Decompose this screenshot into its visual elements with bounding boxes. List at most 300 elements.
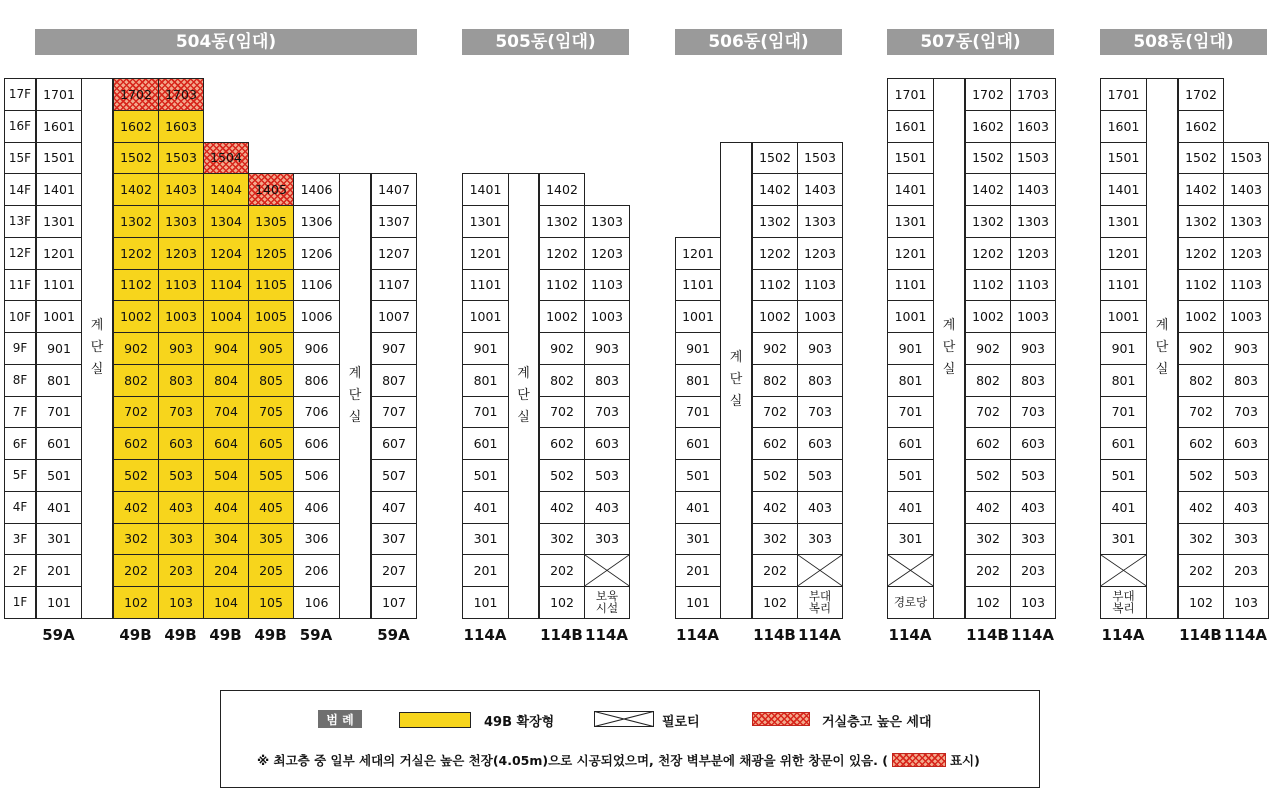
unit-cell: 201 (462, 554, 509, 587)
unit-cell: 1102 (752, 269, 798, 302)
unit-cell: 303 (584, 523, 630, 556)
unit-cell: 501 (36, 459, 82, 492)
unit-cell: 301 (1100, 523, 1147, 556)
unit-cell: 607 (371, 427, 417, 460)
unit-type-label: 114A (463, 626, 507, 644)
unit-cell: 1101 (887, 269, 934, 302)
unit-cell: 1204 (203, 237, 249, 270)
unit-cell: 1103 (1223, 269, 1269, 302)
unit-cell: 1303 (797, 205, 843, 238)
stair-label: 계단실 (729, 350, 743, 410)
unit-cell: 702 (113, 396, 159, 429)
unit-cell: 802 (752, 364, 798, 397)
unit-cell: 605 (248, 427, 294, 460)
unit-cell: 803 (1223, 364, 1269, 397)
floor-label: 6F (4, 427, 36, 460)
unit-cell: 206 (293, 554, 340, 587)
unit-cell: 701 (1100, 396, 1147, 429)
floor-label: 14F (4, 173, 36, 206)
unit-cell: 402 (539, 491, 585, 524)
unit-cell: 1603 (158, 110, 204, 143)
unit-type-label: 114A (1224, 626, 1267, 644)
unit-cell: 1002 (752, 300, 798, 333)
building-header: 505동(임대) (462, 29, 629, 55)
floor-label: 9F (4, 332, 36, 365)
stair-shaft (933, 78, 965, 619)
legend-note-hatch (892, 753, 946, 767)
unit-cell: 803 (158, 364, 204, 397)
legend-expanded-label: 49B 확장형 (484, 715, 555, 730)
unit-cell: 302 (1178, 523, 1224, 556)
unit-cell: 1301 (36, 205, 82, 238)
unit-cell: 1203 (584, 237, 630, 270)
unit-type-label: 59A (42, 626, 75, 644)
unit-cell: 1001 (887, 300, 934, 333)
unit-cell: 502 (539, 459, 585, 492)
unit-cell: 1601 (36, 110, 82, 143)
unit-cell: 702 (752, 396, 798, 429)
unit-cell: 1701 (1100, 78, 1147, 111)
building-header: 508동(임대) (1100, 29, 1267, 55)
unit-cell: 103 (1223, 586, 1269, 619)
unit-cell: 1104 (203, 269, 249, 302)
unit-cell: 1306 (293, 205, 340, 238)
unit-cell: 1302 (113, 205, 159, 238)
unit-type-label: 59A (299, 626, 333, 644)
unit-cell: 902 (965, 332, 1011, 365)
unit-cell: 503 (797, 459, 843, 492)
unit-cell: 1003 (1223, 300, 1269, 333)
piloti-cell (1100, 554, 1147, 587)
floor-label: 15F (4, 142, 36, 175)
unit-cell: 202 (1178, 554, 1224, 587)
unit-cell: 801 (887, 364, 934, 397)
unit-cell: 502 (113, 459, 159, 492)
unit-cell: 602 (965, 427, 1011, 460)
unit-cell: 1702 (1178, 78, 1224, 111)
unit-cell: 1503 (797, 142, 843, 175)
unit-cell: 202 (113, 554, 159, 587)
unit-cell: 1006 (293, 300, 340, 333)
floor-label: 16F (4, 110, 36, 143)
unit-cell: 1203 (158, 237, 204, 270)
unit-cell: 903 (797, 332, 843, 365)
unit-cell: 301 (887, 523, 934, 556)
unit-cell: 903 (584, 332, 630, 365)
unit-cell: 902 (752, 332, 798, 365)
stair-shaft (1146, 78, 1178, 619)
unit-cell: 901 (36, 332, 82, 365)
piloti-cell (797, 554, 843, 587)
unit-cell: 506 (293, 459, 340, 492)
unit-cell: 1502 (752, 142, 798, 175)
floor-label: 11F (4, 269, 36, 302)
unit-cell: 902 (539, 332, 585, 365)
unit-cell: 201 (675, 554, 721, 587)
unit-cell: 1202 (752, 237, 798, 270)
legend-high-ceiling-label: 거실층고 높은 세대 (822, 715, 932, 730)
unit-cell: 1501 (36, 142, 82, 175)
unit-cell: 405 (248, 491, 294, 524)
unit-cell: 702 (1178, 396, 1224, 429)
unit-cell: 1202 (965, 237, 1011, 270)
unit-cell: 1002 (1178, 300, 1224, 333)
unit-cell: 1401 (1100, 173, 1147, 206)
unit-cell: 1402 (752, 173, 798, 206)
unit-cell: 401 (675, 491, 721, 524)
unit-cell: 801 (36, 364, 82, 397)
unit-type-label: 49B (164, 626, 197, 644)
stair-shaft (81, 78, 113, 619)
unit-type-label: 59A (377, 626, 410, 644)
unit-cell: 1002 (965, 300, 1011, 333)
unit-cell: 1601 (887, 110, 934, 143)
unit-cell: 1501 (1100, 142, 1147, 175)
unit-cell: 1502 (113, 142, 159, 175)
unit-cell: 402 (965, 491, 1011, 524)
unit-cell: 801 (1100, 364, 1147, 397)
unit-cell: 302 (752, 523, 798, 556)
unit-cell: 1303 (158, 205, 204, 238)
unit-cell: 1703 (1010, 78, 1056, 111)
piloti-cell (584, 554, 630, 587)
facility-cell: 경로당 (887, 586, 934, 619)
unit-cell: 504 (203, 459, 249, 492)
unit-cell: 1002 (113, 300, 159, 333)
unit-cell: 906 (293, 332, 340, 365)
unit-cell: 802 (113, 364, 159, 397)
unit-cell: 501 (887, 459, 934, 492)
unit-cell: 1307 (371, 205, 417, 238)
unit-cell: 102 (1178, 586, 1224, 619)
unit-cell: 1602 (113, 110, 159, 143)
unit-cell: 301 (462, 523, 509, 556)
floor-label: 12F (4, 237, 36, 270)
unit-cell: 902 (113, 332, 159, 365)
unit-cell: 306 (293, 523, 340, 556)
stair-shaft (720, 142, 752, 619)
unit-cell: 303 (158, 523, 204, 556)
unit-cell: 1201 (887, 237, 934, 270)
facility-cell (584, 586, 630, 619)
unit-cell: 1403 (1010, 173, 1056, 206)
unit-cell: 1503 (1223, 142, 1269, 175)
legend-piloti-swatch (594, 711, 654, 727)
unit-cell: 905 (248, 332, 294, 365)
unit-cell: 1102 (965, 269, 1011, 302)
unit-cell: 707 (371, 396, 417, 429)
unit-cell: 1201 (1100, 237, 1147, 270)
unit-cell: 106 (293, 586, 340, 619)
unit-cell: 1701 (36, 78, 82, 111)
unit-cell: 1403 (1223, 173, 1269, 206)
unit-cell: 601 (36, 427, 82, 460)
unit-cell: 403 (1223, 491, 1269, 524)
unit-cell: 1201 (36, 237, 82, 270)
unit-cell-high-ceiling: 1703 (158, 78, 204, 111)
unit-cell: 1407 (371, 173, 417, 206)
unit-cell: 401 (36, 491, 82, 524)
unit-cell: 501 (675, 459, 721, 492)
unit-cell: 203 (1010, 554, 1056, 587)
unit-cell: 402 (1178, 491, 1224, 524)
unit-cell: 1701 (887, 78, 934, 111)
floor-label: 13F (4, 205, 36, 238)
floor-label: 8F (4, 364, 36, 397)
unit-cell: 603 (1010, 427, 1056, 460)
unit-cell: 1001 (675, 300, 721, 333)
unit-cell: 301 (675, 523, 721, 556)
unit-cell: 703 (158, 396, 204, 429)
unit-type-label: 114B (540, 626, 583, 644)
unit-cell: 502 (752, 459, 798, 492)
floor-label: 1F (4, 586, 36, 619)
unit-cell: 505 (248, 459, 294, 492)
unit-cell: 1302 (539, 205, 585, 238)
legend-title: 범 례 (318, 710, 362, 728)
unit-cell: 1001 (1100, 300, 1147, 333)
unit-type-label: 114A (585, 626, 628, 644)
unit-type-label: 114A (888, 626, 932, 644)
unit-cell: 1302 (965, 205, 1011, 238)
floor-label: 10F (4, 300, 36, 333)
legend-expanded-swatch (399, 712, 471, 728)
unit-cell: 204 (203, 554, 249, 587)
unit-cell: 1403 (158, 173, 204, 206)
unit-cell: 406 (293, 491, 340, 524)
unit-cell: 1007 (371, 300, 417, 333)
unit-cell: 1001 (462, 300, 509, 333)
facility-cell (797, 586, 843, 619)
piloti-cell (887, 554, 934, 587)
unit-cell: 701 (36, 396, 82, 429)
unit-cell: 701 (462, 396, 509, 429)
unit-cell: 303 (1010, 523, 1056, 556)
unit-cell: 806 (293, 364, 340, 397)
facility-label: 부대복리 (1112, 589, 1135, 616)
unit-cell: 601 (1100, 427, 1147, 460)
unit-cell: 602 (113, 427, 159, 460)
unit-cell: 203 (1223, 554, 1269, 587)
unit-cell: 802 (1178, 364, 1224, 397)
unit-cell: 701 (675, 396, 721, 429)
unit-cell: 403 (158, 491, 204, 524)
unit-cell: 904 (203, 332, 249, 365)
unit-cell: 1103 (158, 269, 204, 302)
building-header: 506동(임대) (675, 29, 842, 55)
unit-cell: 706 (293, 396, 340, 429)
unit-cell: 1601 (1100, 110, 1147, 143)
unit-cell: 1403 (797, 173, 843, 206)
unit-cell: 407 (371, 491, 417, 524)
unit-cell: 902 (1178, 332, 1224, 365)
unit-cell: 1503 (158, 142, 204, 175)
unit-cell: 1203 (1223, 237, 1269, 270)
unit-cell: 606 (293, 427, 340, 460)
unit-cell: 701 (887, 396, 934, 429)
unit-cell: 502 (1178, 459, 1224, 492)
unit-cell: 1404 (203, 173, 249, 206)
unit-cell: 503 (1223, 459, 1269, 492)
unit-cell: 1301 (887, 205, 934, 238)
unit-cell: 107 (371, 586, 417, 619)
unit-cell: 705 (248, 396, 294, 429)
unit-cell: 1103 (1010, 269, 1056, 302)
unit-cell: 502 (965, 459, 1011, 492)
unit-cell: 603 (1223, 427, 1269, 460)
unit-type-label: 114B (1179, 626, 1222, 644)
unit-cell: 1303 (1010, 205, 1056, 238)
unit-cell: 205 (248, 554, 294, 587)
unit-cell: 802 (539, 364, 585, 397)
unit-cell: 1302 (1178, 205, 1224, 238)
unit-cell: 603 (158, 427, 204, 460)
unit-cell: 1102 (1178, 269, 1224, 302)
unit-cell: 202 (752, 554, 798, 587)
unit-cell: 1106 (293, 269, 340, 302)
unit-cell: 202 (539, 554, 585, 587)
unit-type-label: 114B (753, 626, 796, 644)
unit-cell: 1103 (797, 269, 843, 302)
unit-cell: 802 (965, 364, 1011, 397)
unit-cell: 801 (675, 364, 721, 397)
unit-cell: 803 (797, 364, 843, 397)
unit-cell: 1105 (248, 269, 294, 302)
unit-cell: 301 (36, 523, 82, 556)
unit-cell: 801 (462, 364, 509, 397)
unit-cell: 903 (1010, 332, 1056, 365)
unit-cell: 101 (462, 586, 509, 619)
stair-shaft (508, 173, 539, 619)
unit-cell: 1203 (1010, 237, 1056, 270)
unit-cell: 1005 (248, 300, 294, 333)
stair-label: 계단실 (1155, 318, 1169, 378)
unit-type-label: 114A (1011, 626, 1054, 644)
unit-cell: 1303 (1223, 205, 1269, 238)
unit-cell: 602 (1178, 427, 1224, 460)
facility-label: 부대복리 (808, 589, 832, 616)
stair-label: 계단실 (348, 366, 362, 425)
unit-cell: 1402 (965, 173, 1011, 206)
unit-type-label: 49B (254, 626, 287, 644)
unit-type-label: 114A (798, 626, 841, 644)
unit-cell: 703 (584, 396, 630, 429)
unit-cell: 1202 (113, 237, 159, 270)
unit-cell: 1203 (797, 237, 843, 270)
floor-label: 5F (4, 459, 36, 492)
unit-cell: 805 (248, 364, 294, 397)
unit-cell: 804 (203, 364, 249, 397)
unit-cell-high-ceiling: 1405 (248, 173, 294, 206)
unit-cell: 402 (113, 491, 159, 524)
legend-piloti-label: 필로티 (662, 715, 700, 730)
unit-type-label: 114A (1101, 626, 1145, 644)
unit-cell: 1207 (371, 237, 417, 270)
unit-cell: 201 (36, 554, 82, 587)
unit-cell: 1303 (584, 205, 630, 238)
unit-cell: 903 (1223, 332, 1269, 365)
unit-cell: 1502 (1178, 142, 1224, 175)
unit-cell: 703 (1010, 396, 1056, 429)
unit-cell: 903 (158, 332, 204, 365)
unit-cell: 1302 (752, 205, 798, 238)
unit-cell: 1401 (462, 173, 509, 206)
unit-cell: 901 (675, 332, 721, 365)
unit-cell: 1107 (371, 269, 417, 302)
unit-cell: 1401 (887, 173, 934, 206)
floor-label: 3F (4, 523, 36, 556)
unit-cell: 604 (203, 427, 249, 460)
unit-cell: 404 (203, 491, 249, 524)
unit-cell: 901 (462, 332, 509, 365)
unit-cell: 302 (965, 523, 1011, 556)
unit-cell: 402 (752, 491, 798, 524)
unit-cell: 401 (887, 491, 934, 524)
unit-cell: 401 (462, 491, 509, 524)
unit-cell: 303 (797, 523, 843, 556)
unit-cell: 1402 (1178, 173, 1224, 206)
unit-cell: 104 (203, 586, 249, 619)
unit-cell: 803 (1010, 364, 1056, 397)
unit-cell: 503 (1010, 459, 1056, 492)
floor-label: 7F (4, 396, 36, 429)
facility-cell (1100, 586, 1147, 619)
unit-cell: 1702 (965, 78, 1011, 111)
unit-cell: 1101 (1100, 269, 1147, 302)
unit-cell: 307 (371, 523, 417, 556)
unit-cell: 305 (248, 523, 294, 556)
unit-cell: 102 (539, 586, 585, 619)
unit-cell: 1402 (113, 173, 159, 206)
unit-cell: 1402 (539, 173, 585, 206)
unit-cell: 101 (36, 586, 82, 619)
unit-cell: 103 (158, 586, 204, 619)
unit-cell-high-ceiling: 1702 (113, 78, 159, 111)
unit-type-label: 114B (966, 626, 1009, 644)
unit-cell: 1602 (1178, 110, 1224, 143)
legend-note (257, 751, 980, 769)
unit-cell: 403 (584, 491, 630, 524)
unit-cell: 207 (371, 554, 417, 587)
unit-cell: 1101 (462, 269, 509, 302)
unit-cell: 702 (539, 396, 585, 429)
unit-cell: 302 (113, 523, 159, 556)
unit-cell-high-ceiling: 1504 (203, 142, 249, 175)
unit-type-label: 49B (119, 626, 152, 644)
unit-cell: 101 (675, 586, 721, 619)
unit-cell: 503 (584, 459, 630, 492)
unit-cell: 1503 (1010, 142, 1056, 175)
unit-cell: 1301 (462, 205, 509, 238)
unit-cell: 1305 (248, 205, 294, 238)
unit-cell: 304 (203, 523, 249, 556)
unit-cell: 1304 (203, 205, 249, 238)
unit-type-label: 49B (209, 626, 242, 644)
unit-cell: 1201 (675, 237, 721, 270)
legend-box (220, 690, 1040, 788)
unit-cell: 1602 (965, 110, 1011, 143)
unit-cell: 1102 (539, 269, 585, 302)
unit-cell: 1201 (462, 237, 509, 270)
stair-label: 계단실 (942, 318, 956, 378)
floor-label: 4F (4, 491, 36, 524)
unit-cell: 507 (371, 459, 417, 492)
unit-cell: 1501 (887, 142, 934, 175)
unit-cell: 1001 (36, 300, 82, 333)
unit-cell: 302 (539, 523, 585, 556)
unit-cell: 1004 (203, 300, 249, 333)
legend-hatch-swatch (752, 712, 810, 726)
